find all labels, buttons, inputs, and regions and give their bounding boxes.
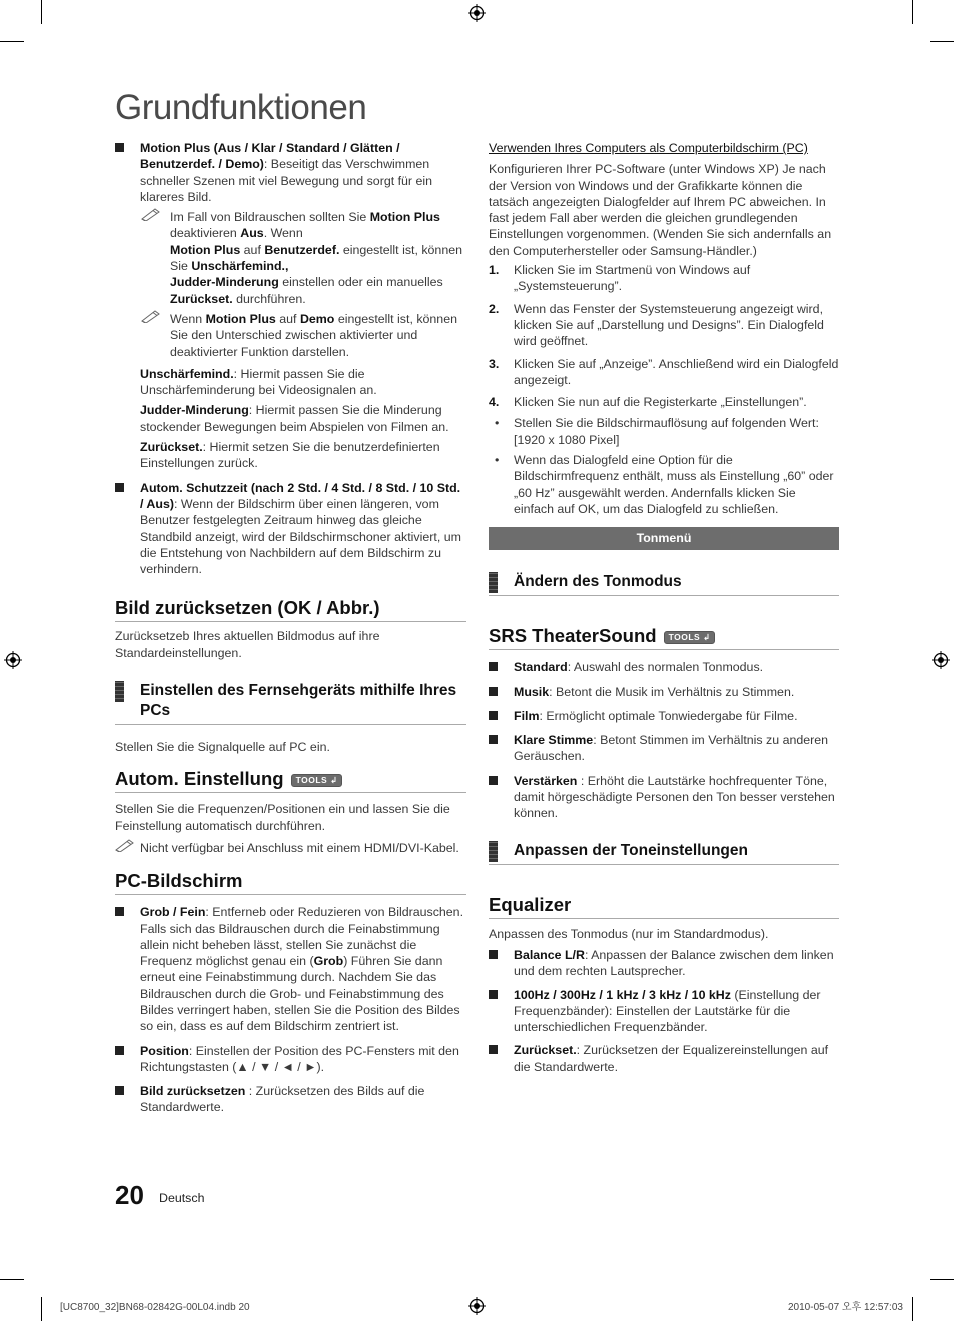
step-text: Klicken Sie nun auf die Registerkarte „Einstellungen”. [514, 395, 807, 410]
section-text: Zurücksetzeb Ihres aktuellen Bildmodus auf ihre Standardeinstellungen. [115, 629, 380, 660]
section-heading: PC-Bildschirm [115, 870, 466, 895]
item-term: Grob [313, 954, 344, 969]
item-text: : Betont Stimmen im Verhältnis zu anderen Geräuschen. [514, 733, 829, 764]
crop-mark [0, 41, 24, 42]
note-term: Zurückset. [170, 291, 233, 306]
item-text: : Wenn der Bildschirm über einen längeren, vom Benutzer festgelegten Zeitraum hinweg das gleiche Standbild anzeigt, wird der Bildschirmschoner aktiviert, um die Entstehung von Nachbildern auf dem Bildschirm zu verhindern. [140, 496, 461, 577]
note-term: Motion Plus [205, 311, 276, 326]
list-item [489, 773, 839, 822]
square-bullet-icon [489, 1045, 498, 1054]
crop-mark [930, 1279, 954, 1280]
crop-mark [41, 1297, 42, 1321]
note-term: Motion Plus [369, 210, 440, 225]
step-item [489, 301, 839, 350]
square-bullet-icon [115, 1086, 124, 1095]
note-text: . Wenn [263, 226, 303, 241]
note-term: Unschärfemind., [191, 259, 289, 274]
note [115, 840, 466, 856]
item-text: : Erhöht die Lautstärke hochfrequenter Töne, damit hörgeschädigte Personen den Ton besser verstehen können. [514, 773, 835, 821]
note-term: Demo [299, 311, 335, 326]
sound-menu-banner: Tonmenü [489, 527, 839, 550]
item-term: Musik [514, 684, 550, 699]
note [140, 311, 466, 360]
heading-bar-icon [489, 841, 498, 862]
square-bullet-icon [489, 950, 498, 959]
step-item [489, 356, 839, 389]
square-bullet-icon [489, 776, 498, 785]
registration-mark-icon [4, 651, 22, 669]
item-term: Autom. Schutzzeit (nach 2 Std. / 4 Std. / 8 Std. / 10 Std. / Aus) [140, 480, 461, 511]
step-number: 1. [489, 263, 500, 278]
list-item [115, 480, 466, 578]
item-text: : Betont die Musik im Verhältnis zu Stimmen. [549, 684, 795, 699]
print-slug-right: 2010-05-07 오후 12:57:03 [788, 1302, 903, 1313]
crop-mark [0, 1279, 24, 1280]
square-bullet-icon [489, 662, 498, 671]
language-label: Deutsch [159, 1191, 205, 1205]
subsection-heading-text: Ändern des Tonmodus [514, 573, 682, 591]
list-item [489, 1042, 839, 1075]
step-number: 4. [489, 395, 500, 410]
sub-term: Unschärfemind. [140, 366, 234, 381]
tools-badge: TOOLS ↲ [291, 774, 342, 787]
list-item [115, 140, 466, 472]
sub-item [140, 366, 466, 399]
square-bullet-icon [115, 483, 124, 492]
square-bullet-icon [489, 687, 498, 696]
item-text: : Beseitigt das Verschwimmen schneller Szenen mit viel Bewegung und sorgt für ein klareres Bild. [140, 157, 433, 204]
item-text: : Anpassen der Balance zwischen dem linken und dem rechten Lautsprecher. [514, 947, 834, 979]
crop-mark [41, 0, 42, 24]
step-item [489, 262, 839, 295]
note-pencil-icon [141, 207, 161, 221]
item-term: Grob / Fein [140, 905, 206, 920]
item-term: Balance L/R [514, 947, 585, 962]
page-number: 20 [115, 1180, 144, 1210]
list-item [115, 1043, 466, 1076]
bullet-dot-icon: • [495, 416, 500, 431]
note-pencil-icon [141, 309, 161, 323]
note-term: Aus [240, 226, 264, 241]
item-text: ) Führen Sie dann erneut eine Feinabstimmung durch. Nachdem Sie das Bildrauschen durch die Grob- und Feinabstimmung des Bildes verringert haben, stellen Sie die Position des Bildes so ein, dass es auf dem Bildschirm zentriert ist. [140, 954, 460, 1034]
step-item [489, 394, 839, 410]
item-text: : Einstellen der Position des PC-Fensters mit den Richtungstasten (▲ / ▼ / ◄ / ►). [140, 1043, 459, 1074]
note-text: auf [275, 311, 300, 326]
list-item [489, 732, 839, 765]
item-text: (Einstellung der Frequenzbänder): Einstellen der Lautstärke für die unterschiedlichen Frequenzbänder. [514, 987, 821, 1035]
note-text: eingestellt ist, können Sie den Unterschied zwischen aktivierter und deaktivierter Funktion darstellen. [170, 311, 457, 359]
note-text: Nicht verfügbar bei Anschluss mit einem HDMI/DVI-Kabel. [140, 840, 459, 855]
list-item [489, 708, 839, 724]
crop-mark [930, 41, 954, 42]
registration-mark-icon [932, 651, 950, 669]
sub-text: : Hiermit passen Sie die Unschärfeminderung bei Videosignalen an. [140, 366, 377, 398]
sub-text: : Hiermit setzen Sie die benutzerdefinierten Einstellungen zurück. [140, 440, 440, 471]
item-text: : Zurücksetzen der Equalizereinstellungen auf die Standardwerte. [514, 1043, 829, 1074]
square-bullet-icon [115, 1046, 124, 1055]
section-text: Stellen Sie die Signalquelle auf PC ein. [115, 740, 330, 755]
subsection-heading [489, 841, 839, 865]
list-item [489, 684, 839, 700]
print-slug-left: [UC8700_32]BN68-02842G-00L04.indb 20 [60, 1302, 250, 1313]
section-heading-text: Autom. Einstellung [115, 768, 284, 790]
tools-label: TOOLS [668, 632, 701, 643]
square-bullet-icon [489, 711, 498, 720]
step-text: Klicken Sie auf „Anzeige”. Anschließend wird ein Dialogfeld angezeigt. [514, 356, 839, 387]
pc-monitor-heading: Verwenden Ihres Computers als Computerbildschirm (PC) [489, 141, 808, 155]
bullet-dot-icon: • [495, 453, 500, 468]
bullet-text: Stellen Sie die Bildschirmauflösung auf folgenden Wert: [1920 x 1080 Pixel] [514, 416, 819, 447]
pc-monitor-intro: Konfigurieren Ihrer PC-Software (unter Windows XP) Je nach der Version von Windows und der Grafikkarte können die tatsäch angezeigten Dialogfelder auf Ihrem PC abweichen. In fast jedem Fall aber werden die gleichen grundlegenden Einstellungen vorgenommen. (Wenden Sie sich andernfalls an den Computerhersteller oder Samsung-Händler.) [489, 162, 832, 258]
square-bullet-icon [115, 143, 124, 152]
item-term: Bild zurücksetzen [140, 1084, 246, 1099]
item-term: Film [514, 708, 540, 723]
item-term: Position [140, 1043, 189, 1058]
note-term: Benutzerdef. [264, 242, 340, 257]
right-column [489, 140, 839, 1079]
heading-bar-icon [489, 572, 498, 593]
step-number: 3. [489, 356, 500, 371]
sub-term: Zurückset. [140, 440, 203, 455]
bullet-item [489, 452, 839, 517]
list-item [489, 987, 839, 1036]
crop-mark [912, 0, 913, 24]
list-item [115, 904, 466, 1034]
note-term: Judder-Minderung [170, 275, 279, 290]
list-item [115, 1083, 466, 1116]
item-text: : Ermöglicht optimale Tonwiedergabe für Filme. [539, 708, 798, 723]
note-term: Motion Plus [170, 242, 241, 257]
sub-item [140, 402, 466, 435]
note-text: einstellen oder ein manuelles [278, 275, 443, 290]
subsection-heading [489, 572, 839, 596]
page-title: Grundfunktionen [115, 88, 367, 127]
sub-term: Judder-Minderung [140, 403, 249, 418]
bullet-text: Wenn das Dialogfeld eine Option für die Bildschirmfrequenz enthält, muss als Einstellung „60” oder „60 Hz” ausgewählt werden. Andernfalls klicken Sie einfach auf OK, um das Dialogfeld zu schließen. [514, 453, 834, 516]
item-term: 100Hz / 300Hz / 1 kHz / 3 kHz / 10 kHz [514, 987, 731, 1002]
section-heading [115, 768, 466, 793]
square-bullet-icon [489, 990, 498, 999]
note-text: eingestellt ist, können Sie [170, 242, 462, 274]
item-text: : Entferneb oder Reduzieren von Bildrauschen. Falls sich das Bildrauschen durch die Feinabstimmung allein nicht beheben lässt, stellen Sie zunächst die Frequenz möglichst genau ein ( [140, 905, 464, 969]
step-number: 2. [489, 301, 500, 316]
sub-item [140, 439, 466, 472]
section-heading-text: SRS TheaterSound [489, 625, 657, 647]
subsection-heading-text: Anpassen der Toneinstellungen [514, 841, 748, 859]
tools-label: TOOLS [295, 775, 328, 786]
subsection-heading-text: Einstellen des Fernsehgeräts mithilfe Ihres PCs [140, 682, 457, 720]
note-pencil-icon [115, 838, 135, 852]
note-text: auf [240, 242, 265, 257]
tools-badge: TOOLS ↲ [664, 631, 715, 644]
item-text: : Auswahl des normalen Tonmodus. [567, 660, 764, 675]
item-term: Verstärken [514, 773, 578, 788]
section-text: Anpassen des Tonmodus (nur im Standardmodus). [489, 926, 769, 941]
left-column [115, 140, 466, 1120]
square-bullet-icon [115, 907, 124, 916]
step-text: Klicken Sie im Startmenü von Windows auf „Systemsteuerung”. [514, 263, 751, 294]
section-heading: Equalizer [489, 894, 839, 919]
section-heading [489, 625, 839, 650]
bullet-item [489, 415, 839, 448]
list-item [489, 659, 839, 675]
crop-mark [912, 1297, 913, 1321]
section-heading: Bild zurücksetzen (OK / Abbr.) [115, 597, 466, 622]
heading-bar-icon [115, 681, 124, 702]
item-term: Klare Stimme [514, 733, 594, 748]
item-term: Motion Plus (Aus / Klar / Standard / Glätten / Benutzerdef. / Demo) [140, 141, 400, 172]
registration-mark-icon [468, 1297, 486, 1315]
list-item [489, 947, 839, 980]
item-text: : Zurücksetzen des Bilds auf die Standardwerte. [140, 1084, 425, 1115]
note-text: Wenn [170, 311, 206, 326]
note-text: durchführen. [232, 291, 306, 306]
step-text: Wenn das Fenster der Systemsteuerung angezeigt wird, klicken Sie auf „Darstellung und Designs”. Ein Dialogfeld wird geöffnet. [514, 301, 824, 349]
item-term: Zurückset. [514, 1043, 577, 1058]
item-term: Standard [514, 660, 568, 675]
registration-mark-icon [468, 4, 486, 22]
square-bullet-icon [489, 735, 498, 744]
section-text: Stellen Sie die Frequenzen/Positionen ein und lassen Sie die Feinstellung automatisch durchführen. [115, 802, 450, 833]
note-text: deaktivieren [170, 226, 241, 241]
sub-text: : Hiermit passen Sie die Minderung stockender Bewegungen beim Abspielen von Filmen an. [140, 403, 449, 434]
note [140, 209, 466, 307]
subsection-heading [115, 681, 466, 725]
note-text: Im Fall von Bildrauschen sollten Sie [170, 210, 370, 225]
